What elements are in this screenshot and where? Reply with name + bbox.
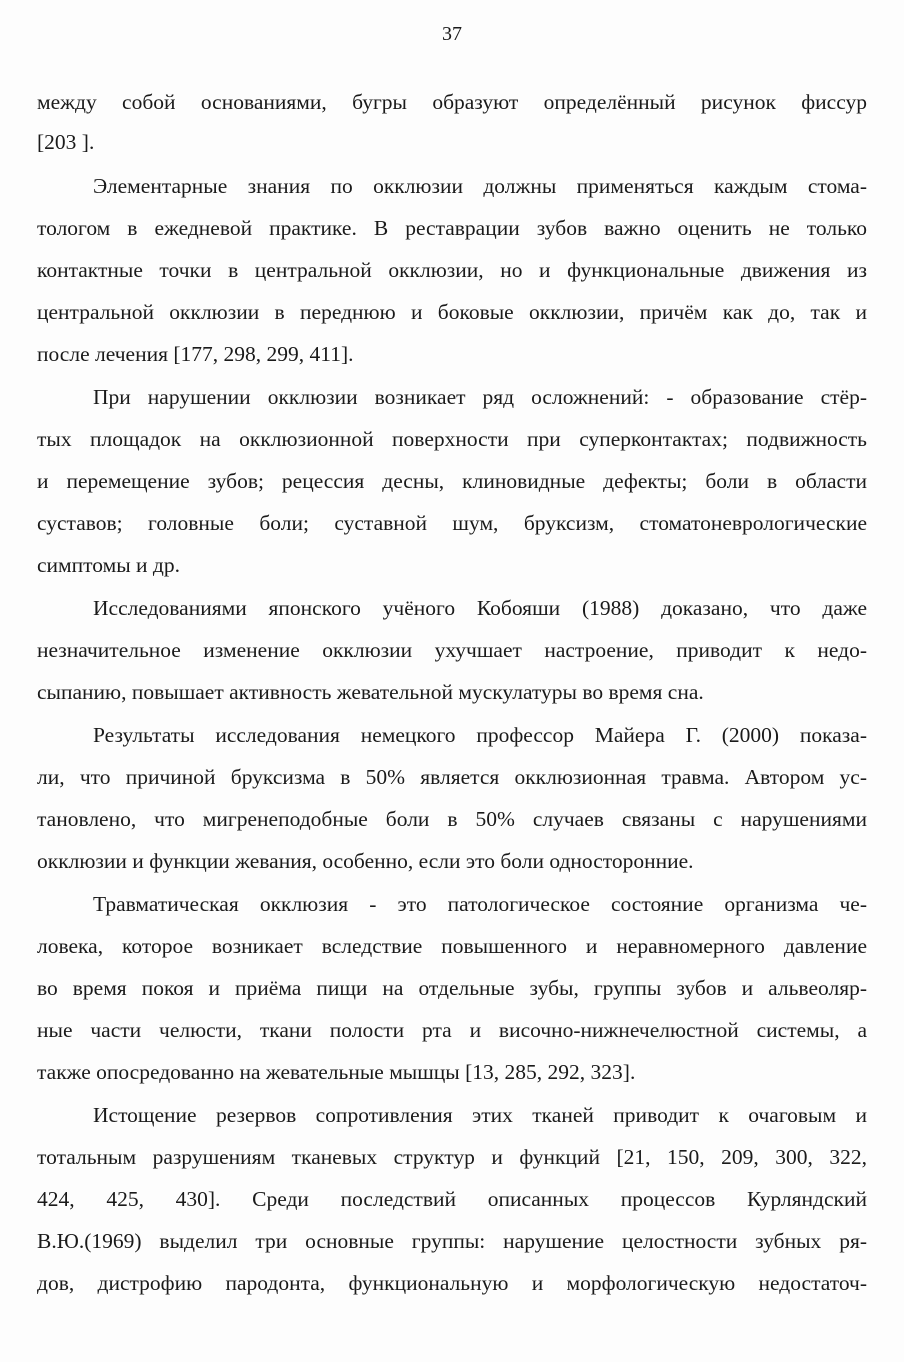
text-line: тановлено, что мигренеподобные боли в 50% случаев связаны с нарушениями xyxy=(37,807,867,831)
text-line: Травматическая окклюзия - это патологическое состояние организма че- xyxy=(93,892,867,916)
text-line: тых площадок на окклюзионной поверхности при суперконтактах; подвижность xyxy=(37,427,867,451)
text-line: Элементарные знания по окклюзии должны применяться каждым стома- xyxy=(93,174,867,198)
text-line: ловека, которое возникает вследствие повышенного и неравномерного давление xyxy=(37,934,867,958)
text-line: дов, дистрофию пародонта, функциональную и морфологическую недостаточ- xyxy=(37,1271,867,1295)
text-line: Исследованиями японского учёного Кобояши (1988) доказано, что даже xyxy=(93,596,867,620)
text-line: после лечения [177, 298, 299, 411]. xyxy=(37,342,354,366)
text-line: тологом в ежедневой практике. В реставрации зубов важно оценить не только xyxy=(37,216,867,240)
text-line: ли, что причиной бруксизма в 50% является окклюзионная травма. Автором ус- xyxy=(37,765,867,789)
text-line: В.Ю.(1969) выделил три основные группы: нарушение целостности зубных ря- xyxy=(37,1229,867,1253)
text-line: суставов; головные боли; суставной шум, бруксизм, стоматоневрологические xyxy=(37,511,867,535)
page-number: 37 xyxy=(442,23,462,45)
text-line: Результаты исследования немецкого профессор Майера Г. (2000) показа- xyxy=(93,723,867,747)
text-line: окклюзии и функции жевания, особенно, если это боли односторонние. xyxy=(37,849,694,873)
text-line: тотальным разрушениям тканевых структур и функций [21, 150, 209, 300, 322, xyxy=(37,1145,867,1169)
text-line: и перемещение зубов; рецессия десны, клиновидные дефекты; боли в области xyxy=(37,469,867,493)
text-line: контактные точки в центральной окклюзии, но и функциональные движения из xyxy=(37,258,867,282)
text-line: симптомы и др. xyxy=(37,553,180,577)
text-line: незначительное изменение окклюзии ухучшает настроение, приводит к недо- xyxy=(37,638,867,662)
text-line: центральной окклюзии в переднюю и боковые окклюзии, причём как до, так и xyxy=(37,300,867,324)
text-line: При нарушении окклюзии возникает ряд осложнений: - образование стёр- xyxy=(93,385,867,409)
text-line: ные части челюсти, ткани полости рта и височно-нижнечелюстной системы, а xyxy=(37,1018,867,1042)
text-line: во время покоя и приёма пищи на отдельные зубы, группы зубов и альвеоляр- xyxy=(37,976,867,1000)
text-line: Истощение резервов сопротивления этих тканей приводит к очаговым и xyxy=(93,1103,867,1127)
text-line: сыпанию, повышает активность жевательной мускулатуры во время сна. xyxy=(37,680,704,704)
text-line: 424, 425, 430]. Среди последствий описанных процессов Курляндский xyxy=(37,1187,867,1211)
text-line: также опосредованно на жевательные мышцы [13, 285, 292, 323]. xyxy=(37,1060,636,1084)
text-line: [203 ]. xyxy=(37,130,95,154)
text-line: между собой основаниями, бугры образуют определённый рисунок фиссур xyxy=(37,90,867,114)
